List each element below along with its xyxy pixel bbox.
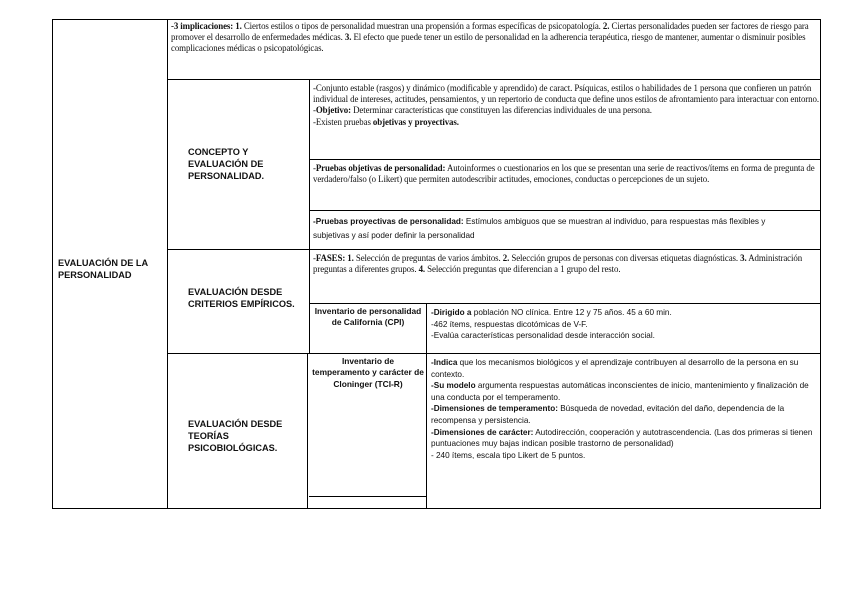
pruebas-objetivas: -Pruebas objetivas de personalidad: Autoinformes o cuestionarios en los que se presentan una serie de reactivos/ítems en forma de pregunta de verdadero/falso (o Likert) que permiten autodescribir actitudes, emociones, conductas o percepciones de un sujeto. <box>313 163 815 185</box>
tci-name: Inventario de temperamento y carácter de Cloninger (TCI-R) <box>312 356 424 389</box>
cpi-name: Inventario de personalidad de California (CPI) <box>314 306 422 328</box>
implicaciones-text: -3 implicaciones: 1. Ciertos estilos o tipos de personalidad muestran una propensión a formas específicas de psicopatología. 2. Ciertas personalidades pueden ser factores de riesgo para promover el desarrollo de enfermedades médicas. 3. El efecto que puede tener un estilo de personalidad en la adherencia terapéutica, riesgo de mantener, aumentar o disminuir posibles complicaciones médicas o psicopatológicas. <box>171 21 809 54</box>
pruebas-proyectivas: -Pruebas proyectivas de personalidad: Estímulos ambiguos que se muestran al individuo, para respuestas más flexibles y subjetivas y así poder definir la personalidad <box>313 217 766 240</box>
tci-description: -Indica que los mecanismos biológicos y el aprendizaje contribuyen al desarrollo de la persona en su contexto. -Su modelo argumenta respuestas automáticas inconscientes de inicio, mantenimiento y finalización de una conducta por el temperamento. -Dimensiones de temperamento: Búsqueda de novedad, evitación del daño, dependencia de la recompensa y persistencia. -Dimensiones de carácter: Autodirección, cooperación y autotrascendencia. (Las dos primeras si tienen puntuaciones muy bajas indican posible trastorno de personalidad) - 240 ítems, escala tipo Likert de 5 puntos. <box>431 358 813 460</box>
section-title <box>58 257 166 281</box>
concepto-heading: CONCEPTO Y EVALUACIÓN DE PERSONALIDAD. <box>188 147 265 181</box>
cpi-description: -Dirigido a población NO clínica. Entre 12 y 75 años. 45 a 60 min. -462 ítems, respuestas dicotómicas de V-F. -Evalúa características personalidad desde interacción social. <box>431 308 672 341</box>
concepto-definition: -Conjunto estable (rasgos) y dinámico (modificable y aprendido) de caract. Psíquicas, estilos o habilidades de 1 persona que confieren un patrón individual de intereses, actitudes, pensamientos, y un repertorio de conducta que define unos estilos de afrontamiento para interactuar con entorno. -Objetivo: Determinar características que constituyen las diferencias individuales de una persona. -Existen pruebas objetivas y proyectivas. <box>313 83 819 127</box>
empiricos-heading: EVALUACIÓN DESDE CRITERIOS EMPÍRICOS. <box>188 287 295 309</box>
section-title-text: EVALUACIÓN DE LA PERSONALIDAD <box>58 258 148 280</box>
fases-text: -FASES: 1. Selección de preguntas de varios ámbitos. 2. Selección grupos de personas con diversas etiquetas diagnósticas. 3. Administración preguntas a diferentes grupos. 4. Selección preguntas que diferencian a 1 grupo del resto. <box>313 253 803 275</box>
psicobiologicas-heading: EVALUACIÓN DESDE TEORÍAS PSICOBIOLÓGICAS. <box>188 419 283 453</box>
